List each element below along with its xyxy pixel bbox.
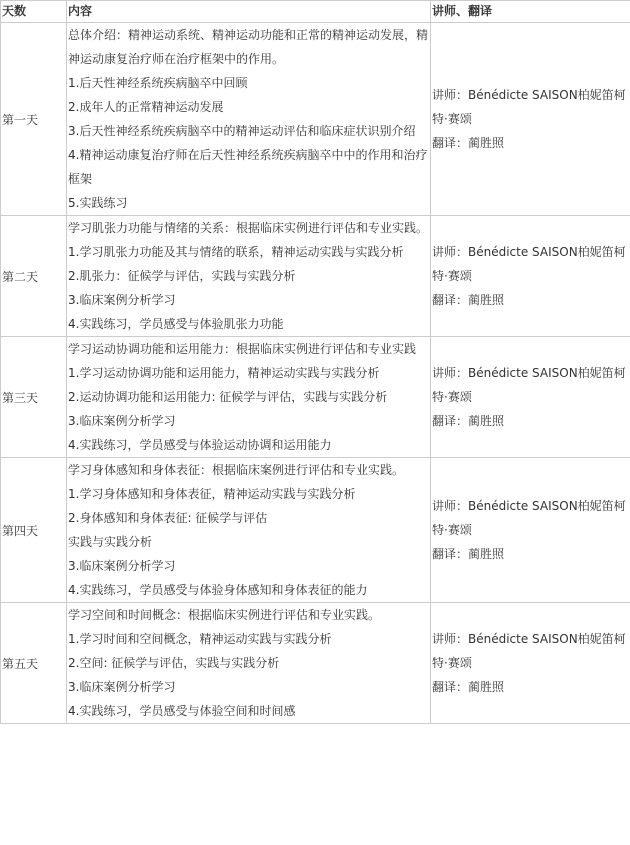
table-row (1, 23, 630, 216)
content-line: 1.后天性神经系统疾病脑卒中回顾 (68, 76, 248, 90)
content-line: 3.临床案例分析学习 (68, 559, 176, 573)
instructor-cell (431, 603, 630, 724)
content-line: 学习空间和时间概念：根据临床实例进行评估和专业实践。 (68, 608, 381, 622)
content-line: 3.临床案例分析学习 (68, 680, 176, 694)
instructor-text: 讲师：Bénédicte SAISON柏妮笛柯特·赛颂 (432, 499, 626, 537)
translator-text: 翻译：蔺胜照 (432, 136, 505, 150)
content-cell (67, 23, 431, 216)
content-line: 学习身体感知和身体表征：根据临床案例进行评估和专业实践。 (68, 463, 405, 477)
header-instructor: 讲师、翻译 (431, 1, 630, 23)
translator-text: 翻译：蔺胜照 (432, 680, 505, 694)
day-cell: 第四天 (1, 458, 67, 603)
translator-text: 翻译：蔺胜照 (432, 414, 505, 428)
instructor-text: 讲师：Bénédicte SAISON柏妮笛柯特·赛颂 (432, 632, 626, 670)
instructor-cell (431, 23, 630, 216)
content-line: 1.学习身体感知和身体表征，精神运动实践与实践分析 (68, 487, 356, 501)
content-line: 1.学习时间和空间概念，精神运动实践与实践分析 (68, 632, 332, 646)
instructor-cell (431, 216, 630, 337)
instructor-cell (431, 337, 630, 458)
table-row (1, 458, 630, 603)
table-row (1, 603, 630, 724)
table-row (1, 337, 630, 458)
content-line: 4.实践练习，学员感受与体验肌张力功能 (68, 317, 284, 331)
content-cell (67, 603, 431, 724)
content-line: 实践与实践分析 (68, 535, 153, 549)
content-cell (67, 458, 431, 603)
content-line: 3.临床案例分析学习 (68, 293, 176, 307)
instructor-text: 讲师：Bénédicte SAISON柏妮笛柯特·赛颂 (432, 88, 626, 126)
header-day: 天数 (1, 1, 67, 23)
day-cell: 第三天 (1, 337, 67, 458)
content-line: 学习运动协调功能和运用能力：根据临床实例进行评估和专业实践 (68, 342, 417, 356)
content-line: 总体介绍：精神运动系统、精神运动功能和正常的精神运动发展，精神运动康复治疗师在治疗框架中的作用。 (68, 28, 429, 66)
content-cell (67, 216, 431, 337)
content-line: 2.肌张力：征候学与评估，实践与实践分析 (68, 269, 296, 283)
content-line: 学习肌张力功能与情绪的关系：根据临床实例进行评估和专业实践。 (68, 221, 429, 235)
content-line: 4.实践练习，学员感受与体验身体感知和身体表征的能力 (68, 583, 368, 597)
day-cell: 第二天 (1, 216, 67, 337)
header-row (1, 1, 630, 23)
content-line: 5.实践练习 (68, 196, 128, 210)
instructor-cell (431, 458, 630, 603)
content-line: 4.实践练习，学员感受与体验运动协调和运用能力 (68, 438, 332, 452)
header-content: 内容 (67, 1, 431, 23)
content-cell (67, 337, 431, 458)
content-line: 1.学习肌张力功能及其与情绪的联系，精神运动实践与实践分析 (68, 245, 404, 259)
content-line: 4.精神运动康复治疗师在后天性神经系统疾病脑卒中中的作用和治疗框架 (68, 148, 428, 186)
content-line: 2.成年人的正常精神运动发展 (68, 100, 224, 114)
instructor-text: 讲师：Bénédicte SAISON柏妮笛柯特·赛颂 (432, 366, 626, 404)
day-cell: 第五天 (1, 603, 67, 724)
table-row (1, 216, 630, 337)
content-line: 2.运动协调功能和运用能力: 征候学与评估，实践与实践分析 (68, 390, 388, 404)
content-line: 4.实践练习，学员感受与体验空间和时间感 (68, 704, 296, 718)
translator-text: 翻译：蔺胜照 (432, 293, 505, 307)
content-line: 3.临床案例分析学习 (68, 414, 176, 428)
day-cell: 第一天 (1, 23, 67, 216)
translator-text: 翻译：蔺胜照 (432, 547, 505, 561)
content-line: 1.学习运动协调功能和运用能力，精神运动实践与实践分析 (68, 366, 380, 380)
instructor-text: 讲师：Bénédicte SAISON柏妮笛柯特·赛颂 (432, 245, 626, 283)
content-line: 3.后天性神经系统疾病脑卒中的精神运动评估和临床症状识别介绍 (68, 124, 416, 138)
content-line: 2.身体感知和身体表征: 征候学与评估 (68, 511, 268, 525)
content-line: 2.空间: 征候学与评估，实践与实践分析 (68, 656, 280, 670)
